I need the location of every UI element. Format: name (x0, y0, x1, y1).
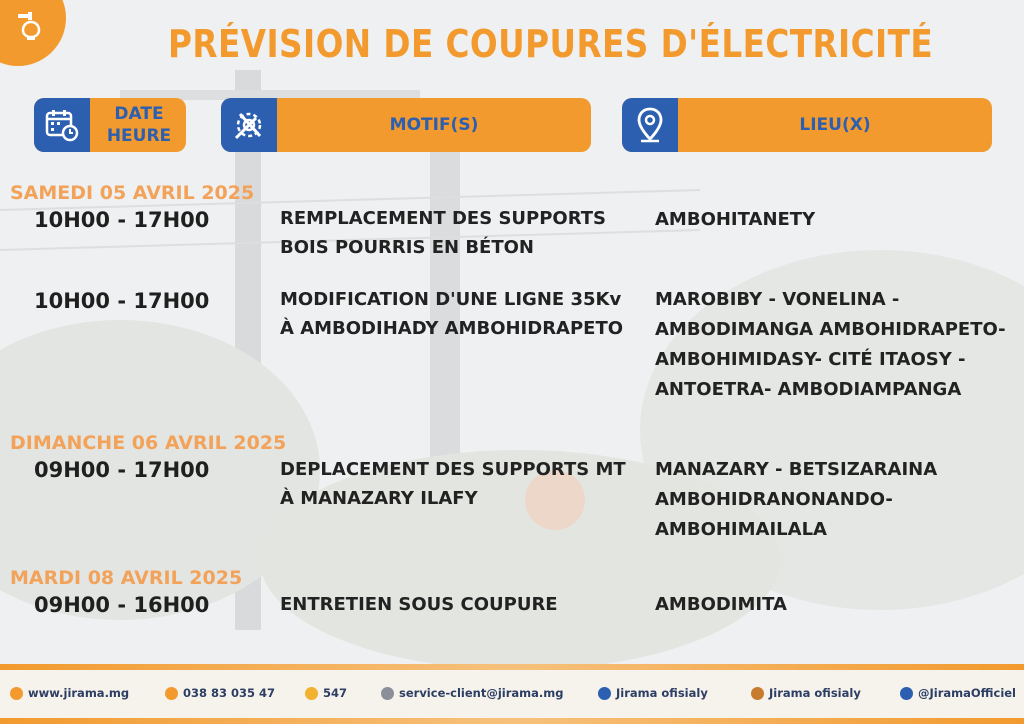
faucet-bulb-icon (14, 8, 48, 42)
facebook-icon (598, 687, 611, 700)
footer-email-text: service-client@jirama.mg (399, 686, 564, 700)
header-date-label (92, 98, 186, 152)
time-range: 09H00 - 16H00 (34, 593, 210, 617)
footer-twitter-text: @JiramaOfficiel (918, 686, 1016, 700)
footer-email[interactable] (381, 686, 563, 700)
footer-stripe-top (0, 664, 1024, 670)
footer-website[interactable] (10, 686, 129, 700)
hand-icon (305, 687, 318, 700)
footer-other-social-text: Jirama ofisialy (769, 686, 861, 700)
header-heure-line2: HEURE (106, 126, 172, 146)
header-lieu (622, 98, 992, 152)
page-title: PRÉVISION DE COUPURES D'ÉLECTRICITÉ (168, 22, 934, 66)
footer-stripe-bottom (0, 718, 1024, 724)
lieu-text: AMBOHITANETY (655, 209, 816, 230)
phone-icon (165, 687, 178, 700)
calendar-clock-icon (34, 98, 90, 152)
footer-phone[interactable] (165, 686, 275, 700)
motif-text: ENTRETIEN SOUS COUPURE (280, 594, 558, 615)
footer-facebook-text: Jirama ofisialy (616, 686, 708, 700)
day-label: DIMANCHE 06 AVRIL 2025 (10, 432, 287, 454)
footer-twitter[interactable] (900, 686, 1016, 700)
time-range: 10H00 - 17H00 (34, 289, 210, 313)
lieu-text: MAROBIBY - VONELINA - AMBODIMANGA AMBOHIDRAPETO- AMBOHIMIDASY- CITÉ ITAOSY - ANTOETRA- AMBODIAMPANGA (655, 289, 1006, 400)
footer-website-text: www.jirama.mg (28, 686, 130, 700)
day-label: MARDI 08 AVRIL 2025 (10, 567, 243, 589)
footer (0, 664, 1024, 724)
header-motif (221, 98, 591, 152)
time-range: 09H00 - 17H00 (34, 458, 210, 482)
wrench-gear-icon (221, 98, 277, 152)
instagram-icon (751, 687, 764, 700)
footer-phone-text: 038 83 035 47 (183, 686, 276, 700)
globe-icon (10, 687, 23, 700)
lieu-text: AMBODIMITA (655, 594, 787, 615)
time-range: 10H00 - 17H00 (34, 208, 210, 232)
lieu-text: MANAZARY - BETSIZARAINA AMBOHIDRANONANDO- AMBOHIMAILALA (655, 459, 938, 540)
header-motif-label: MOTIF(S) (389, 115, 479, 135)
header-lieu-label: LIEU(X) (799, 115, 871, 135)
footer-short-number-text: 547 (323, 686, 348, 700)
footer-other-social[interactable] (751, 686, 861, 700)
motif-text: MODIFICATION D'UNE LIGNE 35Kv À AMBODIHADY AMBOHIDRAPETO (280, 289, 624, 339)
motif-text: DEPLACEMENT DES SUPPORTS MT À MANAZARY ILAFY (280, 459, 626, 509)
header-date-heure (34, 98, 186, 152)
day-label: SAMEDI 05 AVRIL 2025 (10, 182, 255, 204)
footer-facebook[interactable] (598, 686, 708, 700)
header-date-line1: DATE (114, 104, 164, 124)
motif-text: REMPLACEMENT DES SUPPORTS BOIS POURRIS EN BÉTON (280, 208, 607, 258)
twitter-icon (900, 687, 913, 700)
at-icon (381, 687, 394, 700)
footer-short-number[interactable] (305, 686, 347, 700)
location-pin-icon (622, 98, 678, 152)
